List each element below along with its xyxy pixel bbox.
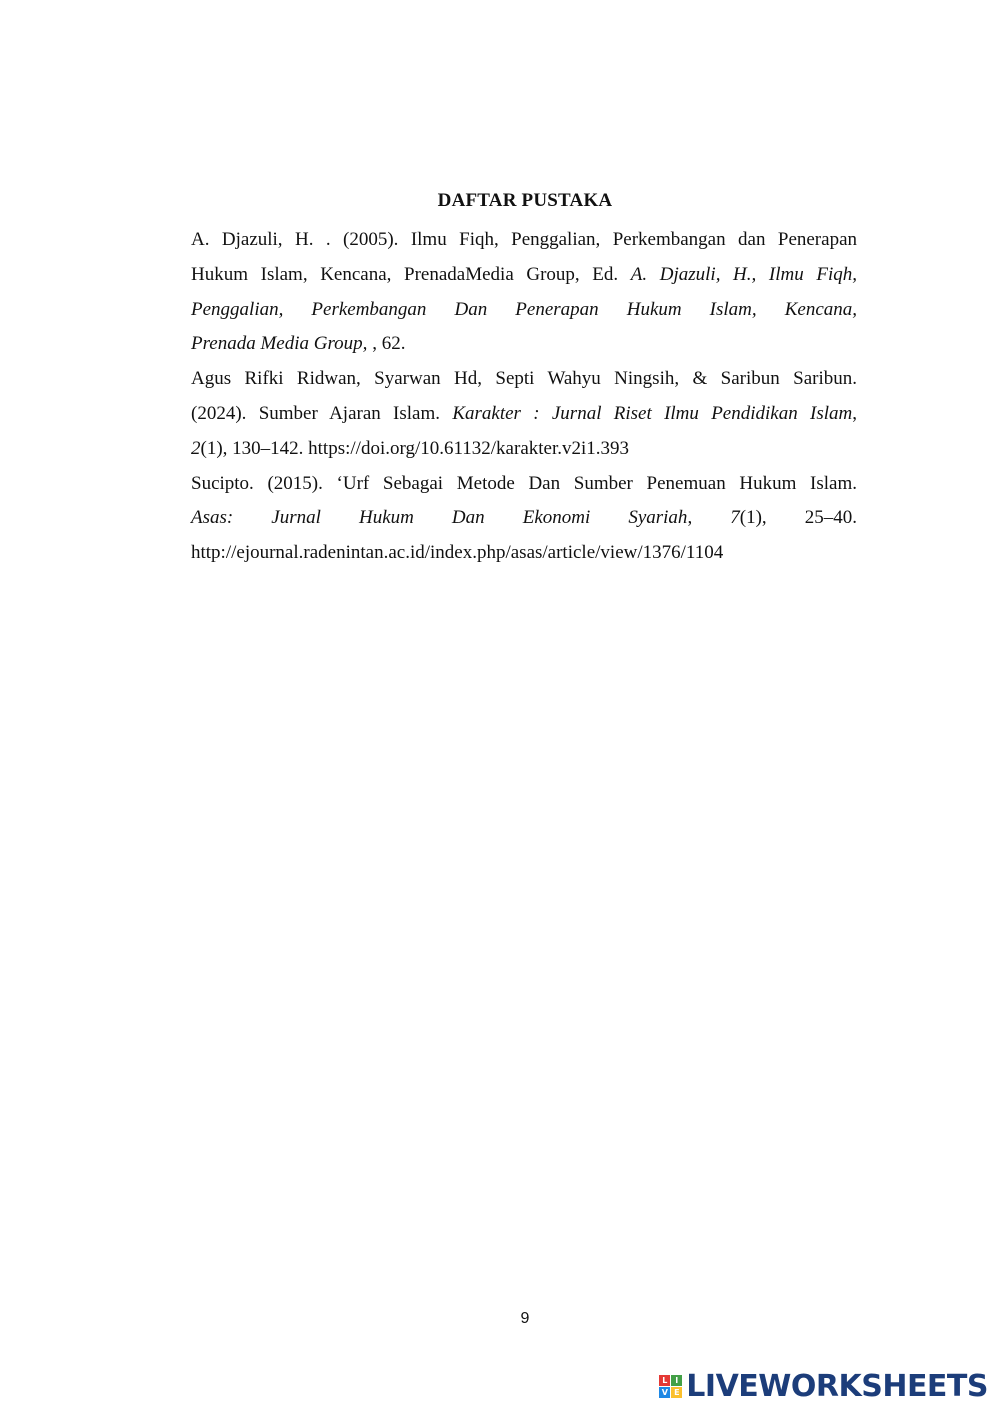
reference-entry: [191, 467, 857, 571]
reference-line: [191, 258, 857, 293]
reference-text: ,: [687, 507, 731, 529]
logo-letter: E: [671, 1387, 682, 1398]
reference-entry: [191, 362, 857, 466]
logo-letter: I: [671, 1375, 682, 1386]
reference-text: (1), 25–40.: [739, 507, 857, 529]
reference-italic-text: A. Djazuli, H., Ilmu Fiqh,: [630, 263, 857, 285]
logo-letter: V: [659, 1387, 670, 1398]
reference-entry: [191, 223, 857, 362]
reference-text: (2024). Sumber Ajaran Islam.: [191, 402, 453, 424]
reference-text: , 62.: [372, 333, 406, 355]
liveworksheets-brand: [659, 1369, 988, 1404]
reference-text: Hukum Islam, Kencana, PrenadaMedia Group, Ed.: [191, 263, 631, 285]
reference-italic-text: Prenada Media Group,: [191, 333, 373, 355]
reference-line: [191, 293, 857, 328]
logo-letter: L: [659, 1375, 670, 1386]
reference-italic-text: Penggalian, Perkembangan Dan Penerapan Hukum Islam, Kencana,: [191, 298, 857, 320]
reference-text: (1), 130–142. https://doi.org/10.61132/karakter.v2i1.393: [200, 437, 630, 459]
liveworksheets-logo-icon: [659, 1375, 682, 1398]
reference-italic-text: Karakter : Jurnal Riset Ilmu Pendidikan Islam: [452, 402, 853, 424]
reference-text: Agus Rifki Ridwan, Syarwan Hd, Septi Wahyu Ningsih, & Saribun Saribun.: [191, 368, 857, 390]
reference-text: Sucipto. (2015). ‘Urf Sebagai Metode Dan Sumber Penemuan Hukum Islam.: [191, 472, 857, 494]
page-number: 9: [520, 1310, 530, 1327]
reference-line: [191, 327, 857, 362]
reference-line: [191, 397, 857, 432]
page-title: DAFTAR PUSTAKA: [437, 190, 613, 211]
reference-line: [191, 501, 857, 536]
reference-line: [191, 432, 857, 467]
reference-text: ,: [852, 402, 857, 424]
reference-italic-text: 7: [730, 507, 740, 529]
reference-url: http://ejournal.radenintan.ac.id/index.php/asas/article/view/1376/1104: [191, 542, 724, 564]
brand-name: LIVEWORKSHEETS: [686, 1369, 988, 1404]
reference-text: A. Djazuli, H. . (2005). Ilmu Fiqh, Penggalian, Perkembangan dan Penerapan: [191, 229, 857, 250]
reference-italic-text: Asas: Jurnal Hukum Dan Ekonomi Syariah: [191, 507, 688, 529]
reference-list: [191, 223, 857, 571]
reference-italic-text: 2: [191, 437, 201, 459]
